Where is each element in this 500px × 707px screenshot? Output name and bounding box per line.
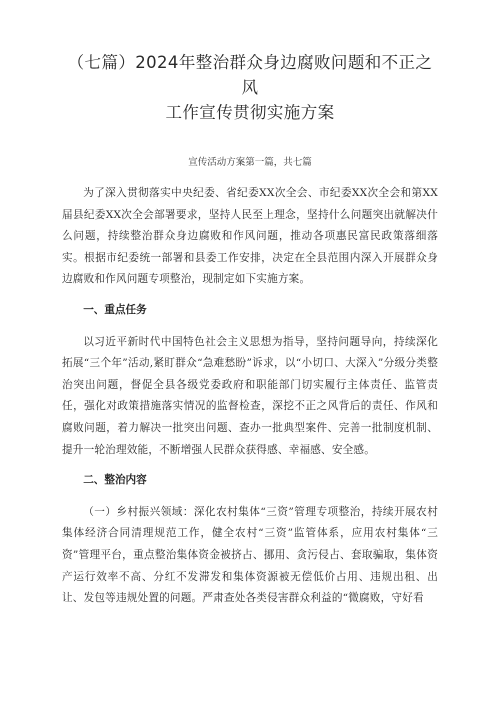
key-tasks-paragraph: 以习近平新时代中国特色社会主义思想为指导，坚持问题导向，持续深化拓展“三个年”活动,紧盯群众“急难愁盼”诉求，以“小切口、大深入”分级分类整治突出问题，督促全县各级党委政府和职能部门切实履行主体责任、监管责任，强化对政策措施落实情况的监督检查，深挖不正之风背后的责任、作风和腐败问题，着力解决一批突出问题、查办一批典型案件、完善一批制度机制、提升一轮治理效能，不断增强人民群众获得感、幸福感、安全感。 — [62, 335, 438, 456]
title-line-1: （七篇）2024年整治群众身边腐败问题和不正之风 — [67, 53, 433, 97]
section-heading-key-tasks: 一、重点任务 — [83, 303, 147, 316]
title-line-2: 工作宣传贯彻实施方案 — [165, 103, 335, 122]
intro-paragraph: 为了深入贯彻落实中央纪委、省纪委XX次全会、市纪委XX次全会和第XX届县纪委XX次全会部署要求，坚持人民至上理念，坚持什么问题突出就解决什么问题，持续整治群众身边腐败和作风问题，推动各项惠民富民政策落细落实。根据市纪委统一部署和县委工作安排，决定在全县范围内深入开展群众身边腐败和作风问题专项整治，现制定如下实施方案。 — [62, 187, 438, 286]
document-subtitle: 宣传活动方案第一篇，共七篇 — [188, 157, 312, 168]
section-heading-rectification-content: 二、整治内容 — [83, 474, 147, 487]
rectification-content-paragraph: （一）乡村振兴领域：深化农村集体“三资”管理专项整治，持续开展农村集体经济合同清理规范工作，健全农村“三资”监管体系，应用农村集体“三资”管理平台，重点整治集体资金被挤占、挪用、贪污侵占、套取骗取，集体资产运行效率不高、分红不发滞发和集体资源被无偿低价占用、违规出租、出让、发包等违规处置的问题。严肃查处各类侵害群众利益的“微腐败，守好看 — [62, 505, 438, 605]
document-title — [62, 0, 438, 125]
